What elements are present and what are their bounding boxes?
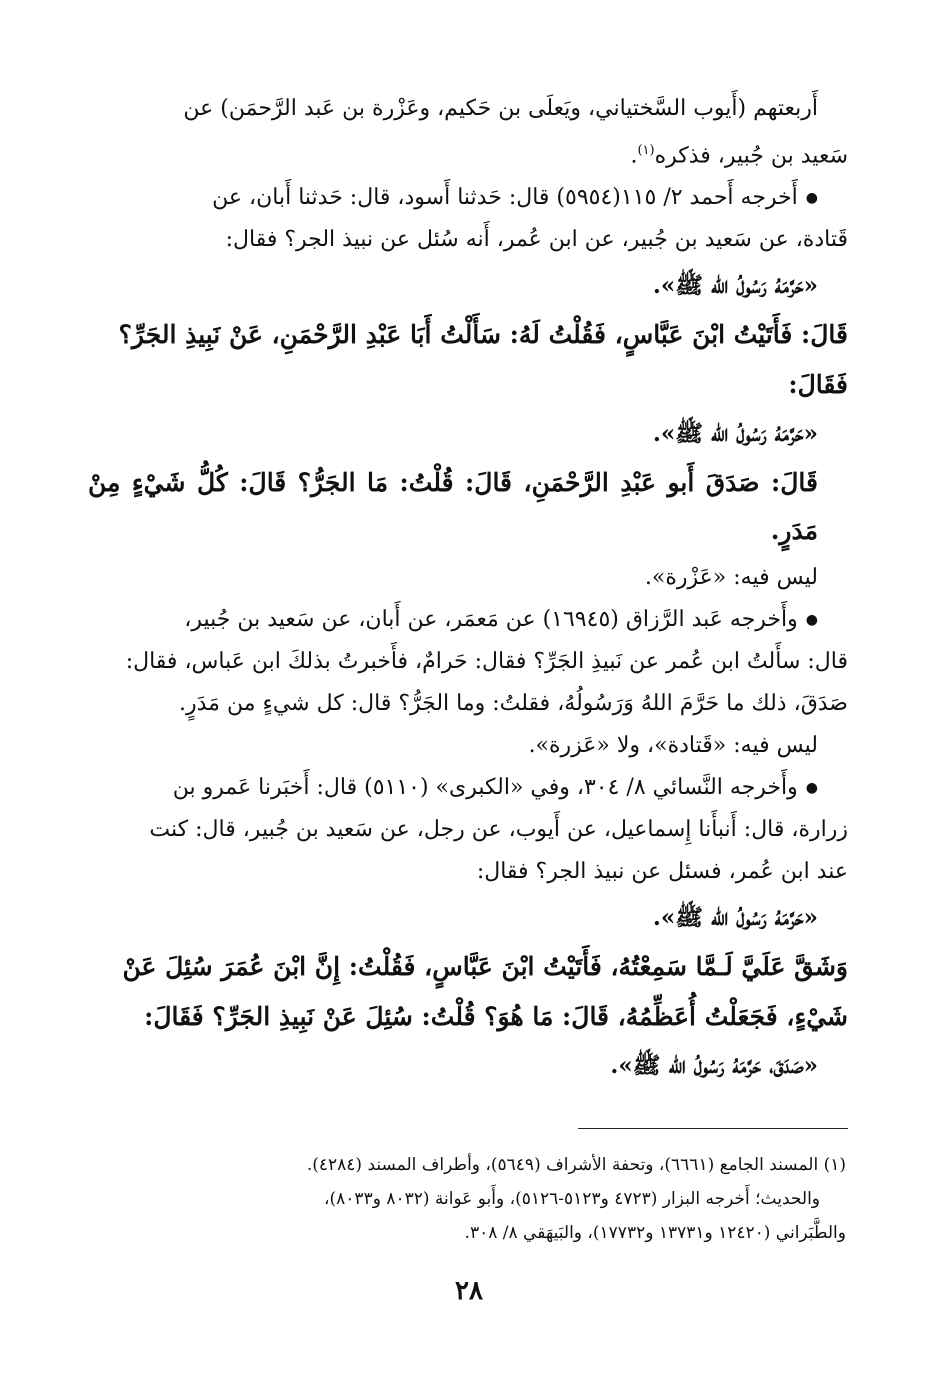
page-number: ٢٨ — [455, 1276, 483, 1306]
text-line: أَربعتهم (أَيوب السَّختياني، ويَعلَى بن حَكيم، وعَزْرة بن عَبد الرَّحمَن) عن — [183, 96, 818, 121]
text-line: زرارة، قال: أَنبأَنا إِسماعيل، عن أَيوب، عن رجل، عن سَعيد بن جُبير، قال: كنت — [149, 817, 848, 843]
hadith-text: وَشَقَّ عَلَيَّ لَـمَّا سَمِعْتُهُ، فَأَتَيْتُ ابْنَ عَبَّاسٍ، فَقُلْتُ: إِنَّ ابْنَ عُمَرَ سُئِلَ عَنْ — [122, 952, 848, 982]
hadith-quote: «حَرَّمَهُ رَسُولُ الله ﷺ». — [652, 420, 818, 448]
hadith-quote: «صَدَقَ، حَرَّمَهُ رَسُولُ الله ﷺ». — [610, 1052, 818, 1080]
page-body — [88, 88, 848, 1091]
hadith-text: قَالَ: فَأَتَيْتُ ابْنَ عَبَّاسٍ، فَقُلْتُ لَهُ: سَأَلْتُ أَبَا عَبْدِ الرَّحْمَنِ، عَنْ نَبِيذِ الجَرِّ؟ — [118, 320, 848, 350]
text-line: صَدَقَ، ذلك ما حَرَّمَ اللهُ وَرَسُولُهُ، فقلتُ: وما الجَرُّ؟ قال: كل شيءٍ من مَدَرٍ. — [179, 691, 848, 717]
text-line: قال: سأَلتُ ابن عُمر عن نَبيذِ الجَرِّ؟ فقال: حَرامٌ، فأَخبرتُ بذلكَ ابن عَباس، فقال: — [125, 649, 848, 675]
footnote-line: والطَّبَراني (١٢٤٢٠ و١٣٧٣١ و١٧٧٣٢)، والبَيهَقي ٨/ ٣٠٨. — [464, 1223, 846, 1243]
hadith-text: فَقَالَ: — [788, 370, 848, 400]
hadith-quote: «حَرَّمَهُ رَسُولُ الله ﷺ». — [652, 272, 818, 300]
text-line: ليس فيه: «قَتادة»، ولا «عَزرة». — [528, 733, 818, 759]
hadith-quote: «حَرَّمَهُ رَسُولُ الله ﷺ». — [652, 904, 818, 932]
text-line: ليس فيه: «عَزْرة». — [644, 565, 818, 591]
hadith-text: شَيْءٍ، فَجَعَلْتُ أُعَظِّمُهُ، قَالَ: مَا هُوَ؟ قُلْتُ: سُئِلَ عَنْ نَبِيذِ الجَرِّ؟ فَقَالَ: — [144, 1002, 848, 1032]
text-span: . — [630, 143, 638, 169]
bullet-paragraph: ● أَخرجه أَحمد ٢/ ١١٥(٥٩٥٤) قال: حَدثنا أَسود، قال: حَدثنا أَبان، عن — [88, 177, 848, 219]
bullet-paragraph: ● وأَخرجه عَبد الرَّزاق (١٦٩٤٥) عن مَعمَر، عن أَبان، عن سَعيد بن جُبير، — [88, 599, 848, 641]
footnote-line: (١) المسند الجامع (٦٦٦١)، وتحفة الأشراف (٥٦٤٩)، وأطراف المسند (٤٢٨٤). — [306, 1155, 846, 1175]
bullet-paragraph: ● وأَخرجه النَّسائي ٨/ ٣٠٤، وفي «الكبرى» (٥١١٠) قال: أَخبَرنا عَمرو بن — [88, 767, 848, 809]
text-line — [88, 130, 848, 177]
text-line: قَتادة، عن سَعيد بن جُبير، عن ابن عُمر، أَنه سُئل عن نبيذ الجر؟ فقال: — [225, 227, 848, 253]
footnote-ref[interactable]: (١) — [637, 143, 655, 158]
hadith-text: قَالَ: صَدَقَ أَبو عَبْدِ الرَّحْمَنِ، قَالَ: قُلْتُ: مَا الجَرُّ؟ قَالَ: كُلُّ شَيْءٍ مِنْ مَدَرٍ. — [88, 468, 818, 546]
text-span: سَعيد بن جُبير، فذكره — [654, 143, 848, 169]
footnotes — [106, 1148, 846, 1250]
footnote-line: والحديث؛ أَخرجه البزار (٤٧٢٣ و٥١٢٣-٥١٢٦)، وأَبو عَوانة (٨٠٣٢ و٨٠٣٣)، — [324, 1189, 820, 1209]
text-line: عند ابن عُمر، فسئل عن نبيذ الجر؟ فقال: — [476, 859, 848, 885]
footnote-divider — [578, 1128, 848, 1129]
